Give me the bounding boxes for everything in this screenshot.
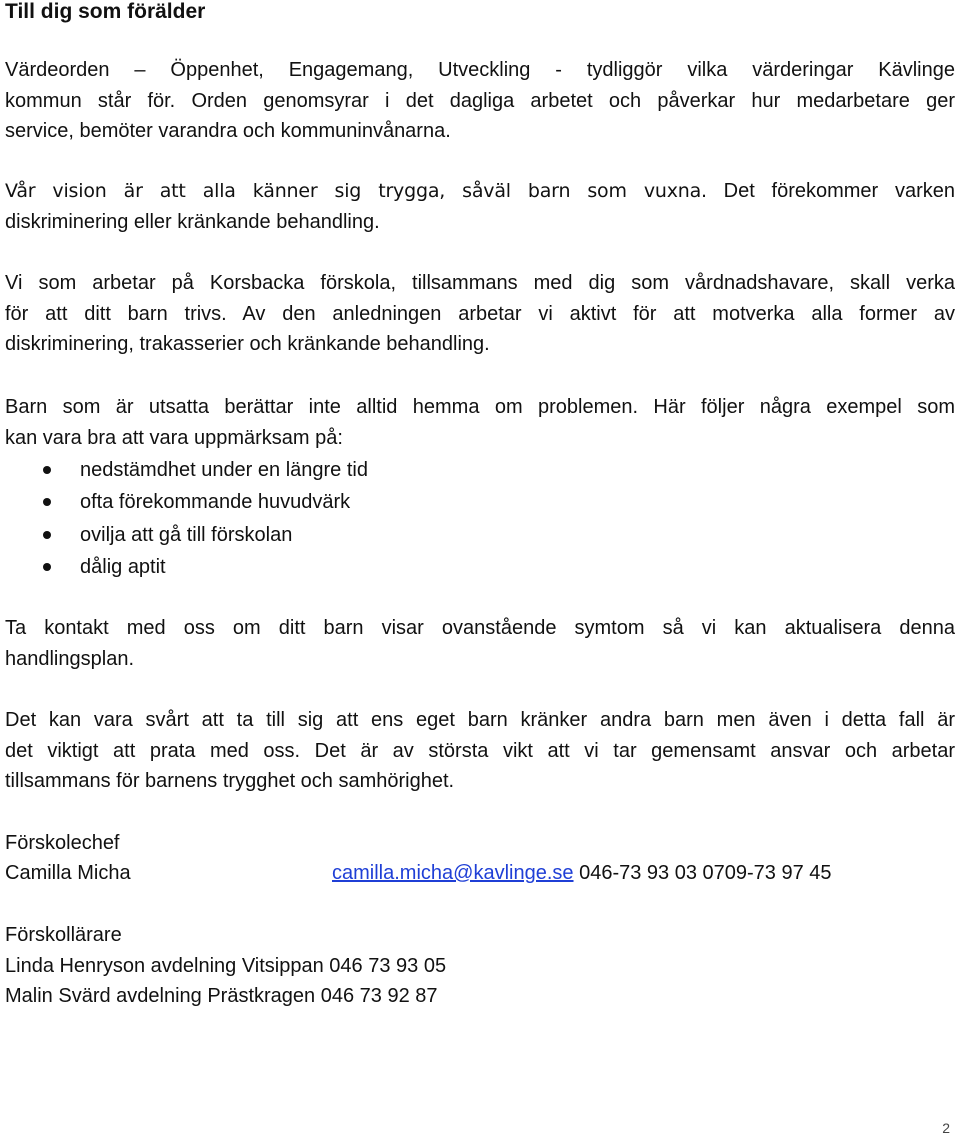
page-title: Till dig som förälder — [5, 0, 206, 23]
text-line: service, bemöter varandra och kommuninvånarna. — [5, 120, 451, 142]
vision-paragraph — [5, 176, 955, 237]
contact-us-paragraph — [5, 613, 955, 674]
text-line: Barn som är utsatta berättar inte alltid hemma om problemen. Här följer några exempel som — [5, 396, 955, 418]
text-line: diskriminering, trakasserier och kränkande behandling. — [5, 333, 490, 355]
text-line: Värdeorden – Öppenhet, Engagemang, Utveckling - tydliggör vilka värderingar Kävlinge — [5, 59, 955, 81]
text-line: för att ditt barn trivs. Av den anledningen arbetar vi aktivt för att motverka alla former av — [5, 302, 955, 325]
text-line: Det kan vara svårt att ta till sig att ens eget barn kränker andra barn men även i detta fall är — [5, 709, 955, 731]
list-item: ovilja att gå till förskolan — [5, 519, 368, 551]
awareness-paragraph — [5, 392, 955, 453]
values-paragraph — [5, 55, 955, 147]
symptom-list — [5, 454, 368, 583]
list-item: ofta förekommande huvudvärk — [5, 486, 368, 518]
chef-phones: 046-73 93 03 0709-73 97 45 — [579, 862, 832, 884]
bullet-icon — [43, 466, 51, 474]
text-line: diskriminering eller kränkande behandling. — [5, 210, 380, 233]
bullet-icon — [43, 531, 51, 539]
chef-title: Förskolechef — [5, 832, 120, 854]
text-line: kommun står för. Orden genomsyrar i det dagliga arbetet och påverkar hur medarbetare ger — [5, 89, 955, 112]
text-line: Ta kontakt med oss om ditt barn visar ovanstående symtom så vi kan aktualisera denna — [5, 617, 955, 639]
text-line: tillsammans för barnens trygghet och samhörighet. — [5, 770, 455, 792]
text-line: det viktigt att prata med oss. Det är av största vikt att vi tar gemensamt ansvar och arbetar — [5, 739, 955, 762]
chef-email-link[interactable]: camilla.micha@kavlinge.se — [332, 862, 574, 884]
text-line: handlingsplan. — [5, 647, 134, 670]
document-page — [5, 0, 955, 1137]
chef-contact-row — [5, 858, 832, 888]
responsibility-paragraph — [5, 705, 955, 797]
bullet-icon — [43, 498, 51, 506]
vision-statement: Vår vision är att alla känner sig trygga, såväl barn som vuxna. — [5, 180, 707, 202]
vision-continuation: Det förekommer varken — [723, 180, 955, 202]
chef-name: Camilla Micha — [5, 862, 131, 884]
text-line: kan vara bra att vara uppmärksam på: — [5, 426, 343, 449]
teacher-contact-1: Linda Henryson avdelning Vitsippan 046 73 93 05 — [5, 955, 447, 977]
bullet-icon — [43, 563, 51, 571]
page-number: 2 — [942, 1120, 950, 1136]
list-item: nedstämdhet under en längre tid — [5, 454, 368, 486]
staff-paragraph — [5, 268, 955, 360]
text-line: Vi som arbetar på Korsbacka förskola, tillsammans med dig som vårdnadshavare, skall verka — [5, 272, 955, 294]
teacher-title: Förskollärare — [5, 924, 122, 946]
list-item: dålig aptit — [5, 551, 368, 583]
text-line — [5, 176, 955, 207]
teacher-contact-2: Malin Svärd avdelning Prästkragen 046 73 92 87 — [5, 985, 438, 1007]
